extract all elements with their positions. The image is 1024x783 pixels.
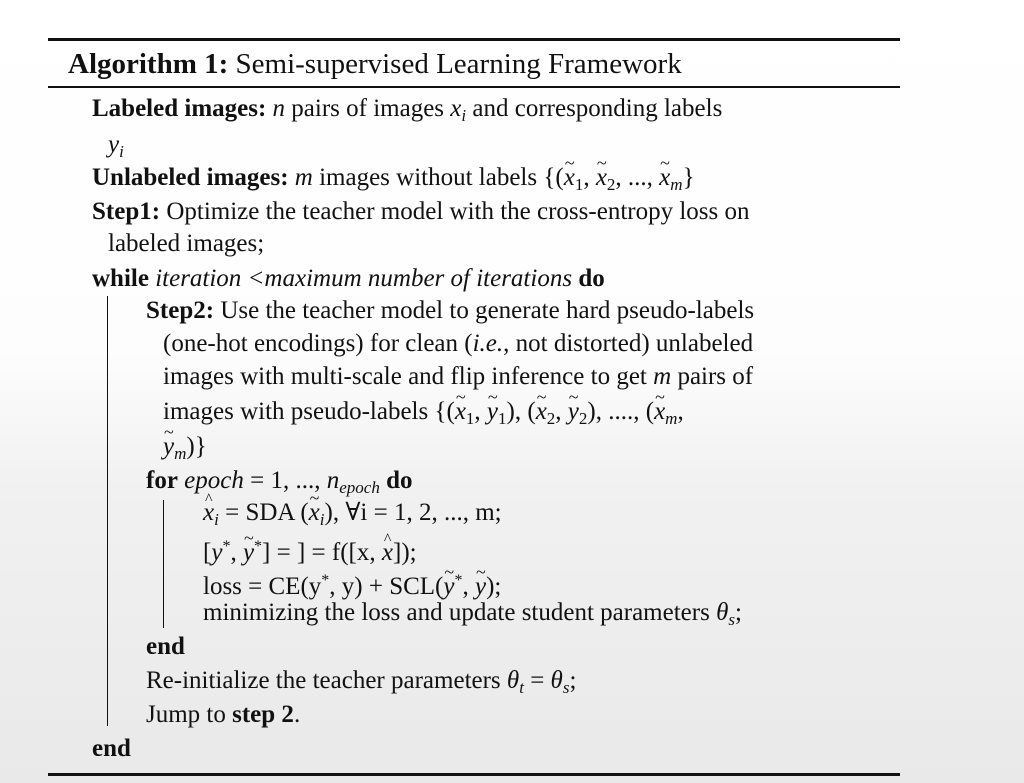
- while-do: do: [578, 265, 605, 292]
- math-m: m: [294, 164, 313, 191]
- math-xhat: ^ x: [382, 539, 393, 566]
- math-yi: $y_i$: [108, 131, 124, 161]
- step2-text-ie: i.e.: [472, 330, 504, 357]
- labeled-images-text-b: and corresponding labels: [472, 95, 723, 122]
- for-var: epoch: [184, 467, 244, 494]
- unlabeled-images-line: [92, 163, 695, 200]
- math-ytilde-star: ~ y*, ~ y: [443, 573, 486, 600]
- loss-text: loss = CE(y: [203, 573, 322, 600]
- unlabeled-images-text: images without labels: [319, 164, 538, 191]
- while-line: [92, 264, 605, 294]
- sda-text: = SDA (: [225, 499, 309, 526]
- step2-text-line3a: images with multi-scale and flip inference to get: [163, 363, 647, 390]
- for-keyword: for: [146, 467, 178, 494]
- jump-text: Jump to: [146, 701, 226, 728]
- math-y-star: [y*, ~ y*] =: [203, 539, 297, 566]
- step2-text-line1: Use the teacher model to generate hard pseudo-labels: [220, 297, 755, 324]
- while-condition: iteration <maximum number of iterations: [155, 265, 573, 292]
- step1-label: Step1:: [92, 198, 161, 225]
- top-rule: [48, 38, 900, 41]
- reinit-text: Re-initialize the teacher parameters: [146, 667, 501, 694]
- math-n: n: [272, 95, 286, 122]
- loss-tail-close: );: [486, 573, 502, 600]
- labeled-images-text-a: pairs of images: [291, 95, 445, 122]
- step1-text-line1: Optimize the teacher model with the cross-entropy loss on: [166, 198, 750, 225]
- step1-text-line2: labeled images;: [108, 230, 265, 257]
- f-line: [203, 532, 417, 568]
- labeled-images-yi: [108, 130, 124, 167]
- step1-line2: [108, 229, 264, 259]
- step2-line2: [163, 329, 753, 359]
- algorithm-title: [68, 46, 682, 82]
- reinit-line: [146, 666, 576, 703]
- math-pseudo-set: {(~ $x_1$, ~ $y_1$), (~ $x_2$, ~ $y_2$), ...., (~ $x_m$,: [434, 398, 683, 425]
- end-for: end: [146, 633, 185, 660]
- math-m-pairs: m: [653, 363, 672, 390]
- jump-target: step 2: [232, 701, 294, 728]
- f-tail: ]);: [393, 539, 417, 566]
- loss-line: [203, 566, 501, 602]
- step2-text-line4: images with pseudo-labels: [163, 398, 429, 425]
- labeled-images-line: [92, 94, 722, 131]
- step2-line4: [163, 397, 684, 434]
- math-unlabeled-set: {(~ $x_1$, ~ $x_2$, ..., ~ $x_m$}: [543, 164, 694, 191]
- math-xtilde-i: ~ $x_i$: [309, 499, 325, 526]
- step2-label: Step2:: [146, 297, 215, 324]
- while-body-bar: [107, 296, 108, 726]
- step2-text-line2b: , not distorted) unlabeled: [503, 330, 754, 357]
- step2-text-line3b: pairs of: [677, 363, 754, 390]
- jump-period: .: [293, 701, 301, 728]
- end-while: end: [92, 735, 131, 762]
- labeled-images-label: Labeled images:: [92, 95, 267, 122]
- loss-mid: , y) + SCL(: [329, 573, 444, 600]
- math-xi: $x_i$: [450, 95, 467, 125]
- step2-text-line2a: (one-hot encodings) for clean (: [163, 330, 473, 357]
- while-keyword: while: [92, 265, 149, 292]
- algorithm-title-text: Semi-supervised Learning Framework: [235, 48, 682, 80]
- math-theta-s: $\theta_s$;: [716, 599, 742, 629]
- unlabeled-images-label: Unlabeled images:: [92, 164, 289, 191]
- math-star-1: *: [321, 572, 330, 589]
- f-text: ] = f([x,: [296, 539, 382, 566]
- math-pseudo-set-end: ~ $y_m$)}: [163, 433, 207, 460]
- for-body-bar: [163, 500, 164, 628]
- math-n-epoch: $n_{epoch}$: [326, 467, 380, 497]
- for-do: do: [386, 467, 413, 494]
- math-theta-t-eq: $\theta_t = \theta_s$;: [506, 667, 577, 697]
- minimize-text: minimizing the loss and update student parameters: [203, 599, 710, 626]
- header-rule: [48, 86, 900, 88]
- minimize-line: [203, 598, 742, 635]
- math-xhat-i: ^ $x_i$: [203, 499, 219, 526]
- step1-line1: [92, 197, 750, 227]
- sda-tail: ), ∀i = 1, 2, ..., m;: [324, 499, 502, 526]
- step2-line1: [146, 296, 754, 326]
- for-range: = 1, ...,: [250, 467, 321, 494]
- jump-line: [146, 700, 300, 730]
- step2-line5: [163, 432, 207, 469]
- bottom-rule: [48, 773, 900, 776]
- algorithm-title-label: Algorithm 1:: [68, 48, 229, 80]
